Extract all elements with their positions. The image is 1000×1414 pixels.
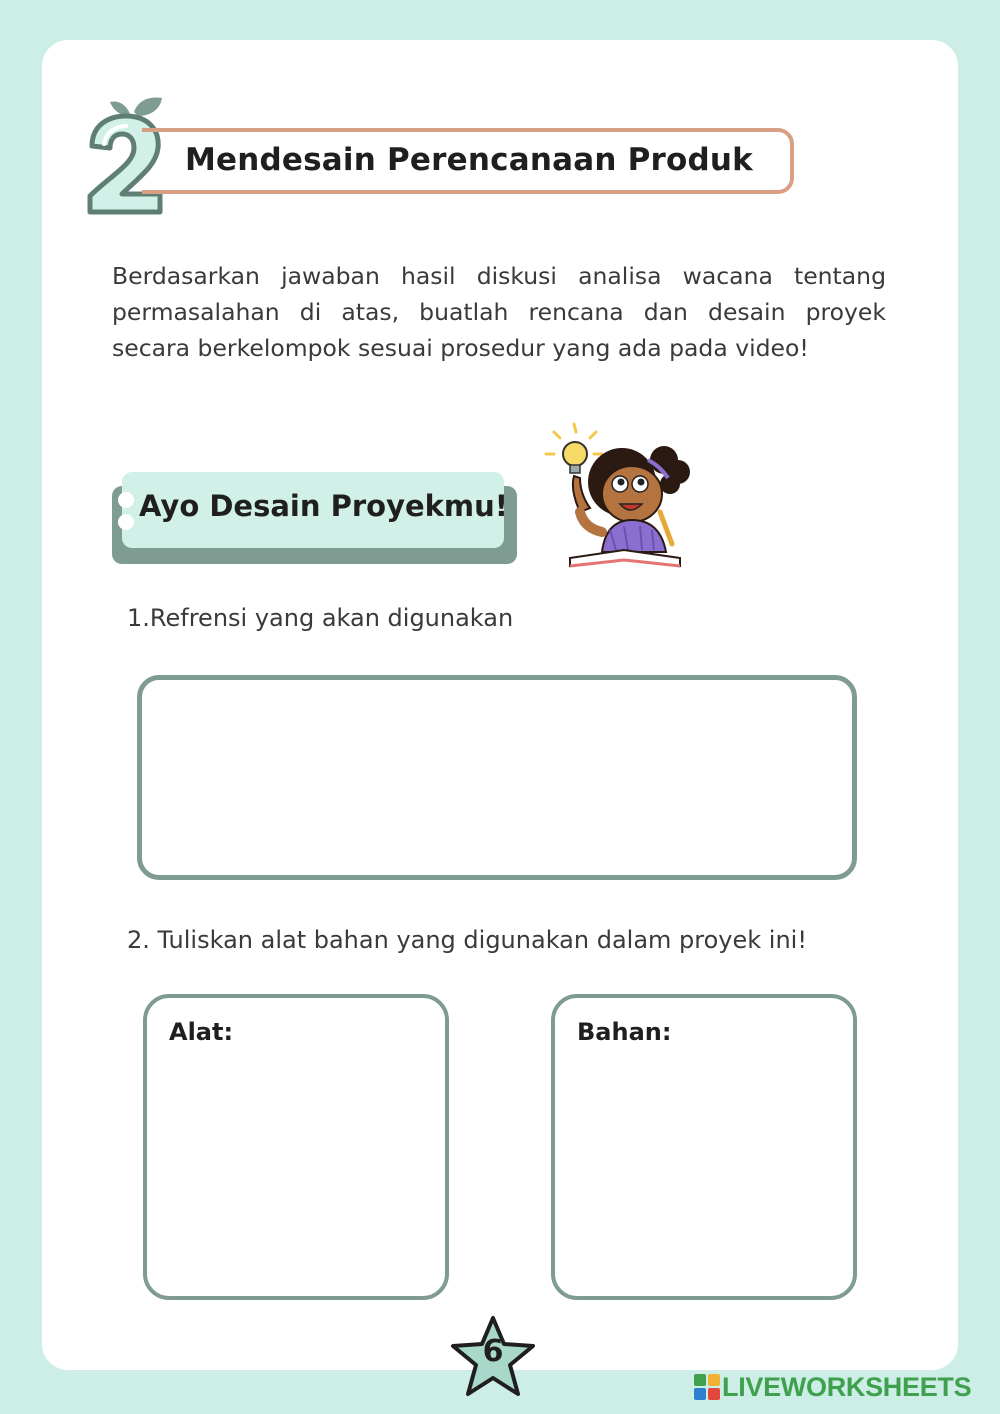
tab-dot — [118, 492, 134, 508]
tab-label: Ayo Desain Proyekmu! — [139, 489, 509, 523]
question-2: 2. Tuliskan alat bahan yang digunakan dalam proyek ini! — [127, 926, 807, 954]
alat-label: Alat: — [169, 1018, 234, 1046]
liveworksheets-logo-icon — [693, 1373, 721, 1401]
section-title: Mendesain Perencanaan Produk — [185, 142, 753, 178]
bahan-answer-box[interactable] — [551, 994, 857, 1300]
bahan-label: Bahan: — [577, 1018, 672, 1046]
intro-line: permasalahan di atas, buatlah rencana dan desain proyek — [112, 298, 886, 326]
intro-line: secara berkelompok sesuai prosedur yang ada pada video! — [112, 334, 809, 362]
alat-answer-box[interactable] — [143, 994, 449, 1300]
question-1: 1.Refrensi yang akan digunakan — [127, 604, 514, 632]
page-number: 6 — [482, 1334, 504, 1369]
references-answer-box[interactable] — [137, 675, 857, 880]
liveworksheets-brand[interactable]: LIVEWORKSHEETS — [722, 1372, 972, 1402]
tab-dot — [118, 514, 134, 530]
intro-paragraph — [112, 258, 886, 366]
intro-line: Berdasarkan jawaban hasil diskusi analisa wacana tentang — [112, 262, 886, 290]
kid-idea-illustration — [540, 420, 700, 575]
